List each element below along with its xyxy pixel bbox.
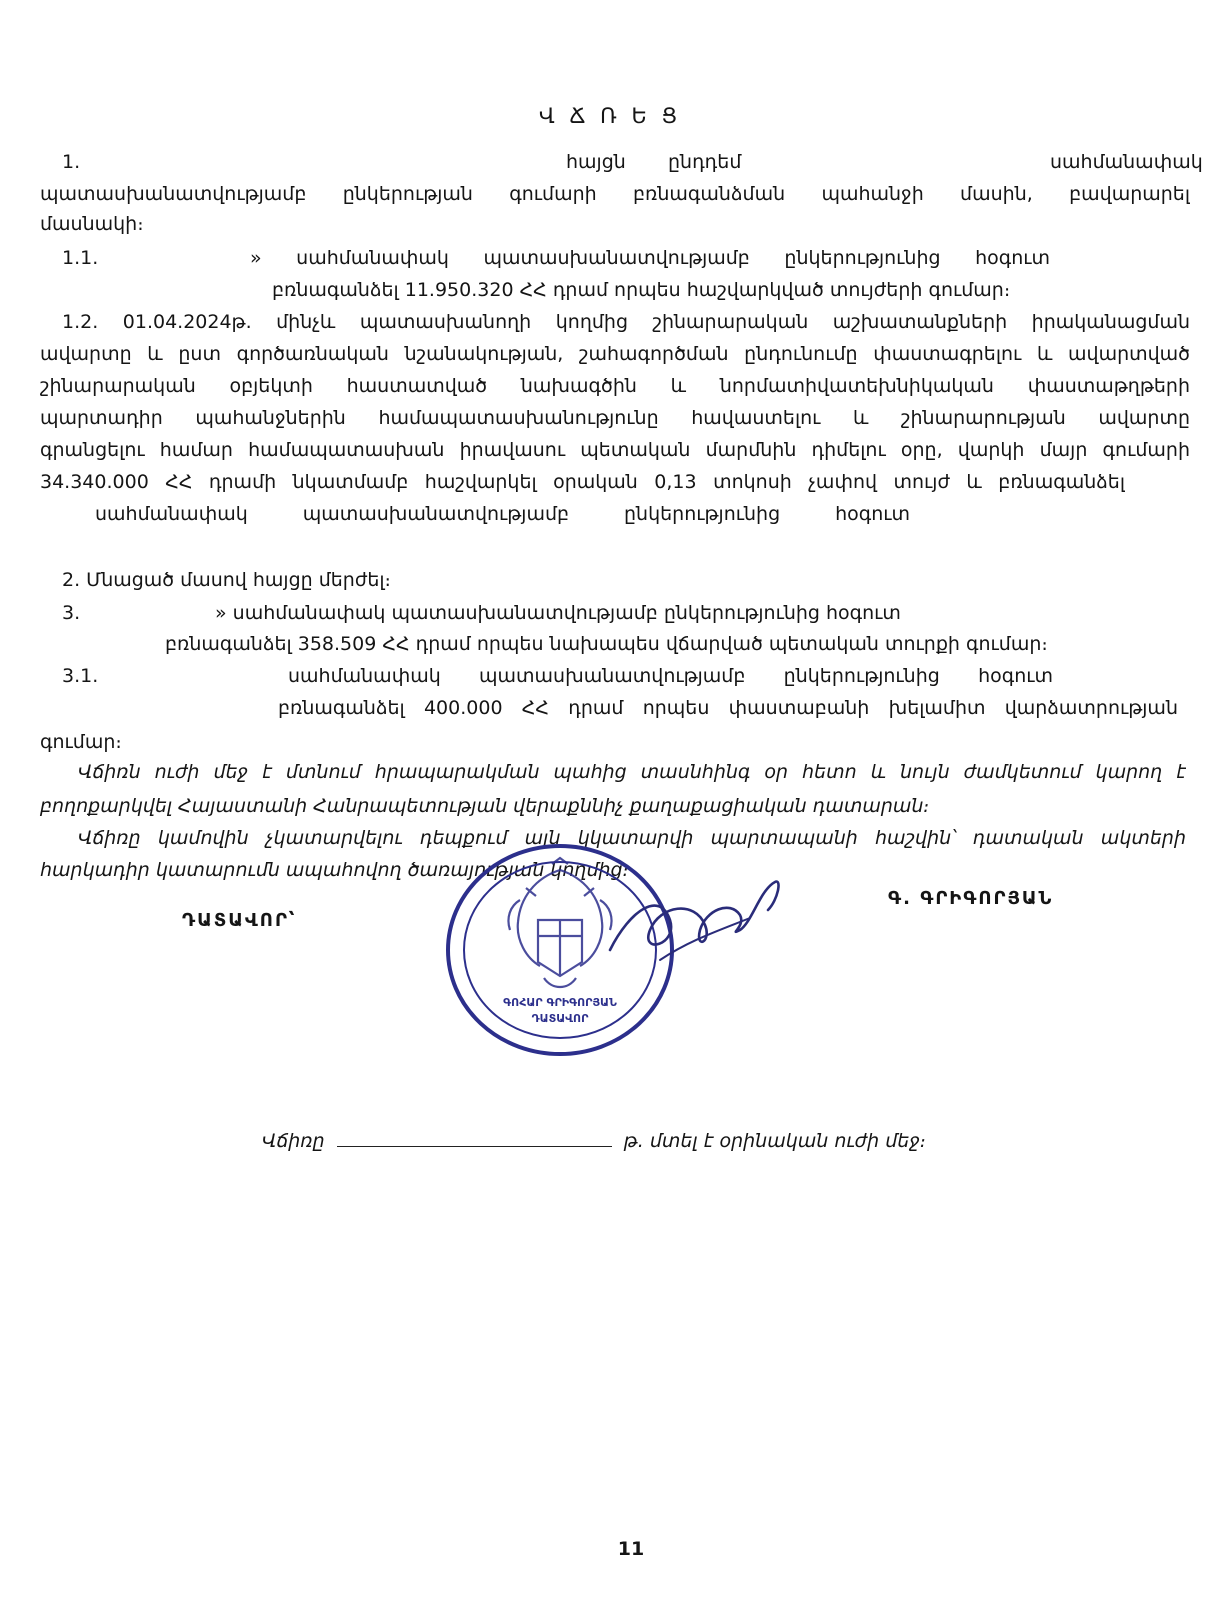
appeal-line-1: Վճիռն ուժի մեջ է մտնում հրապարակման պահից տասնհինգ օր հետո և նույն ժամկետում կարող է — [78, 761, 1186, 783]
effective-suffix: թ. մտել է օրինական ուժի մեջ։ — [623, 1130, 927, 1152]
item-1-2-line-4: պարտադիր պահանջներին համապատասխանությունը հավաստելու և շինարարության ավարտը — [40, 407, 1190, 429]
appeal-line-4: հարկադիր կատարումն ապահովող ծառայության կողմից։ — [40, 859, 629, 881]
handwritten-signature — [600, 870, 790, 970]
item-1-2-line-3: շինարարական օբյեկտի հաստատված նախագծին և նորմատիվատեխնիկական փաստաթղթերի — [40, 375, 1190, 397]
effective-label: Վճիռը — [262, 1130, 325, 1152]
item-3-line-2: բռնագանձել 358.509 ՀՀ դրամ որպես նախապես վճարված պետական տուրքի գումար։ — [165, 633, 1048, 655]
item-3-line-1: » սահմանափակ պատասխանատվությամբ ընկերությունից հօգուտ — [215, 602, 901, 624]
item-3-1-line-1: սահմանափակ պատասխանատվությամբ ընկերությունից հօգուտ — [288, 665, 1053, 687]
judge-role-label: ԴԱՏԱՎՈՐ՝ — [182, 910, 297, 931]
item-1-line-2: պատասխանատվությամբ ընկերության գումարի բռնագանձման պահանջի մասին, բավարարել — [40, 183, 1190, 205]
effective-line — [262, 1128, 962, 1153]
item-1-2-line-2: ավարտը և ըստ գործառնական նշանակության, շահագործման ընդունումը փաստագրելու և ավարտված — [40, 343, 1190, 365]
item-1-2-line-1: 1.2. 01.04.2024թ. մինչև պատասխանողի կողմից շինարարական աշխատանքների իրականացման — [62, 311, 1190, 333]
item-2: 2. Մնացած մասով հայցը մերժել։ — [62, 569, 391, 591]
item-1-1-line-1: » սահմանափակ պատասխանատվությամբ ընկերությունից հօգուտ — [250, 247, 1050, 269]
document-title: Վ Ճ Ռ Ե Ց — [538, 104, 682, 128]
item-1-number: 1. — [62, 151, 81, 173]
item-3-number: 3. — [62, 602, 81, 624]
judge-name: Գ. ԳՐԻԳՈՐՅԱՆ — [888, 888, 1054, 909]
item-1-text-a: հայցն — [566, 151, 626, 173]
item-1-line-3: մասնակի։ — [40, 213, 144, 235]
item-1-2-line-6: 34.340.000 ՀՀ դրամի նկատմամբ հաշվարկել օրական 0,13 տոկոսի չափով տույժ և բռնագանձել — [40, 471, 1125, 493]
stamp-line-1: ԳՈՀԱՐ ԳՐԻԳՈՐՅԱՆ — [503, 996, 617, 1009]
effective-date-blank — [337, 1128, 612, 1147]
item-1-2-line-5: գրանցելու համար համապատասխան իրավասու պետական մարմնին դիմելու օրը, վարկի մայր գումարի — [40, 439, 1190, 461]
item-1-1-number: 1.1. — [62, 247, 99, 269]
item-1-1-line-2: բռնագանձել 11.950.320 ՀՀ դրամ որպես հաշվարկված տույժերի գումար։ — [272, 279, 1011, 301]
item-1-2-line-7: սահմանափակ պատասխանատվությամբ ընկերությունից հօգուտ — [95, 503, 910, 525]
page-number: 11 — [617, 1538, 645, 1560]
item-1-text-c: սահմանափակ — [1050, 151, 1203, 173]
stamp-line-2: ԴԱՏԱՎՈՐ — [531, 1012, 589, 1025]
item-3-1-number: 3.1. — [62, 665, 99, 687]
appeal-line-3: Վճիռը կամովին չկատարվելու դեպքում այն կկատարվի պարտապանի հաշվին՝ դատական ակտերի — [78, 827, 1186, 849]
item-3-1-line-2: բռնագանձել 400.000 ՀՀ դրամ որպես փաստաբանի խելամիտ վարձատրության — [278, 697, 1178, 719]
appeal-line-2: բողոքարկվել Հայաստանի Հանրապետության վերաքննիչ քաղաքացիական դատարան։ — [40, 795, 930, 817]
item-3-1-line-3: գումար։ — [40, 731, 122, 753]
item-1-text-b: ընդդեմ — [668, 151, 742, 173]
